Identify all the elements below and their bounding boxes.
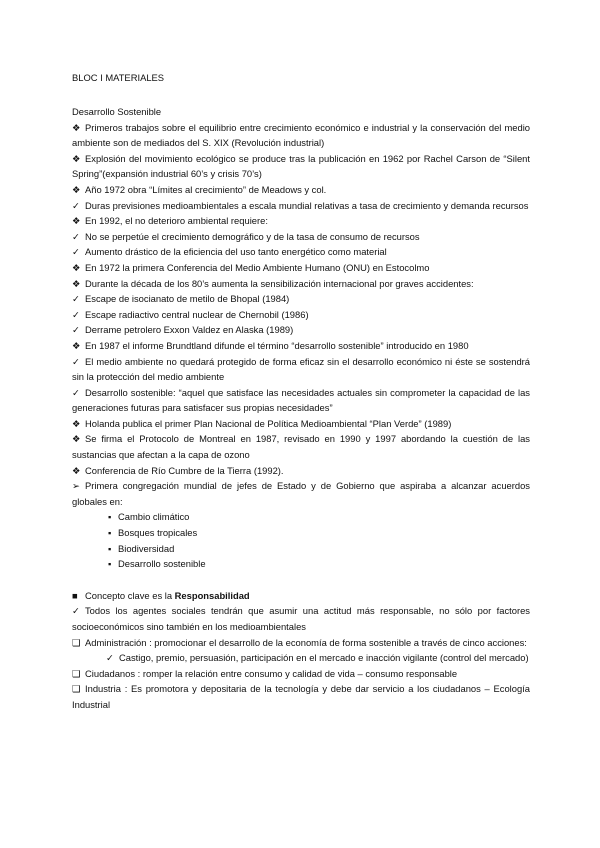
square-bullet-icon: ▪	[108, 527, 112, 539]
diamond-bullet-icon: ❖	[72, 152, 81, 164]
list-item: ❖ Se firma el Protocolo de Montreal en 1987, revisado en 1990 y 1997 abordando la cuestión de las sustancias que afectan a la capa de ozono	[72, 433, 530, 461]
list-item: ▪ Biodiversidad	[108, 541, 530, 557]
list-item: ❖ En 1992, el no deterioro ambiental requiere:	[72, 213, 530, 229]
arrow-bullet-icon: ➢	[72, 480, 80, 492]
diamond-bullet-icon: ❖	[72, 433, 81, 445]
diamond-bullet-icon: ❖	[72, 339, 81, 351]
list-item: ✓ Duras previsiones medioambientales a escala mundial relativas a tasa de crecimiento y demanda recursos	[72, 198, 530, 214]
list-item: ✓ Desarrollo sostenible: “aquel que satisface las necesidades actuales sin comprometer la capacidad de las generaciones futuras para satisfacer sus propias necesidades”	[72, 386, 530, 414]
list-item: ✓ Aumento drástico de la eficiencia del uso tanto energético como material	[72, 244, 530, 260]
list-item: ❖ En 1972 la primera Conferencia del Medio Ambiente Humano (ONU) en Estocolmo	[72, 260, 530, 276]
list-item: ✓ Todos los agentes sociales tendrán que asumir una actitud más responsable, no sólo por factores socioeconómicos sino también en los medioambientales	[72, 605, 530, 632]
list-item: ❑ Industria : Es promotora y depositaria de la tecnología y debe dar servicio a los ciudadanos – Ecología Industrial	[72, 683, 530, 710]
list-item: ▪ Cambio climático	[108, 509, 530, 525]
keyword: Responsabilidad	[174, 589, 250, 601]
list-item: ▪ Desarrollo sostenible	[108, 556, 530, 572]
list-item: ✓ Escape de isocianato de metilo de Bhopal (1984)	[72, 291, 530, 307]
document-title: BLOC I MATERIALES	[72, 72, 165, 83]
check-icon: ✓	[72, 308, 80, 320]
list-item: ➢ Primera congregación mundial de jefes de Estado y de Gobierno que aspiraba a alcanzar acuerdos globales en:	[72, 480, 530, 507]
check-icon: ✓	[72, 386, 80, 398]
checkbox-bullet-icon: ❑	[72, 683, 81, 695]
list-item: ✓ Derrame petrolero Exxon Valdez en Alaska (1989)	[72, 322, 530, 338]
check-icon: ✓	[72, 230, 80, 242]
list-item: ❖ Durante la década de los 80’s aumenta la sensibilización internacional por graves accidentes:	[72, 276, 530, 292]
list-item: ❖ Explosión del movimiento ecológico se produce tras la publicación en 1962 por Rachel Carson de “Silent Spring”(expansión industrial 60’s y crisis 70’s)	[72, 152, 530, 180]
diamond-bullet-icon: ❖	[72, 464, 81, 476]
document-body	[72, 104, 530, 713]
list-item: ✓ No se perpetúe el crecimiento demográfico y de la tasa de consumo de recursos	[72, 229, 530, 245]
check-icon: ✓	[72, 605, 80, 617]
section-heading: Desarrollo Sostenible	[72, 106, 162, 117]
section-heading: ■ Concepto clave es la Responsabilidad	[72, 588, 530, 604]
check-icon: ✓	[72, 246, 80, 258]
square-bullet-icon: ▪	[108, 558, 112, 570]
diamond-bullet-icon: ❖	[72, 277, 81, 289]
check-icon: ✓	[72, 293, 80, 305]
diamond-bullet-icon: ❖	[72, 261, 81, 273]
list-item: ✓ El medio ambiente no quedará protegido de forma eficaz sin el desarrollo económico ni éste se sostendrá sin la protección del medio ambiente	[72, 355, 530, 383]
checkbox-bullet-icon: ❑	[72, 636, 81, 648]
check-icon: ✓	[72, 199, 80, 211]
list-item: ❖ Año 1972 obra “Límites al crecimiento” de Meadows y col.	[72, 182, 530, 198]
diamond-bullet-icon: ❖	[72, 183, 81, 195]
list-item: ✓ Escape radiactivo central nuclear de Chernobil (1986)	[72, 307, 530, 323]
check-icon: ✓	[72, 324, 80, 336]
list-item: ❖ Conferencia de Río Cumbre de la Tierra (1992).	[72, 463, 530, 479]
list-item: ✓ Castigo, premio, persuasión, participación en el mercado e inacción vigilante (control del mercado)	[72, 650, 530, 666]
spacer	[72, 572, 530, 588]
check-icon: ✓	[106, 652, 114, 664]
list-item: ❖ En 1987 el informe Brundtland difunde el término “desarrollo sostenible” introducido en 1980	[72, 338, 530, 354]
list-item: ▪ Bosques tropicales	[108, 525, 530, 541]
square-bullet-icon: ■	[72, 589, 78, 601]
list-item: ❖ Primeros trabajos sobre el equilibrio entre crecimiento económico e industrial y la conservación del medio ambiente son de mediados del S. XIX (Revolución industrial)	[72, 121, 530, 149]
diamond-bullet-icon: ❖	[72, 417, 81, 429]
check-icon: ✓	[72, 355, 80, 367]
square-bullet-icon: ▪	[108, 542, 112, 554]
checkbox-bullet-icon: ❑	[72, 667, 81, 679]
list-item: ❖ Holanda publica el primer Plan Nacional de Política Medioambiental “Plan Verde” (1989)	[72, 416, 530, 432]
timeline-list	[72, 120, 530, 510]
list-item: ❑ Ciudadanos : romper la relación entre consumo y calidad de vida – consumo responsable	[72, 666, 530, 682]
diamond-bullet-icon: ❖	[72, 121, 81, 133]
diamond-bullet-icon: ❖	[72, 215, 81, 227]
list-item: ❑ Administración : promocionar el desarrollo de la economía de forma sostenible a través de cinco acciones:	[72, 635, 530, 651]
summit-topics-list	[72, 509, 530, 571]
square-bullet-icon: ▪	[108, 511, 112, 523]
